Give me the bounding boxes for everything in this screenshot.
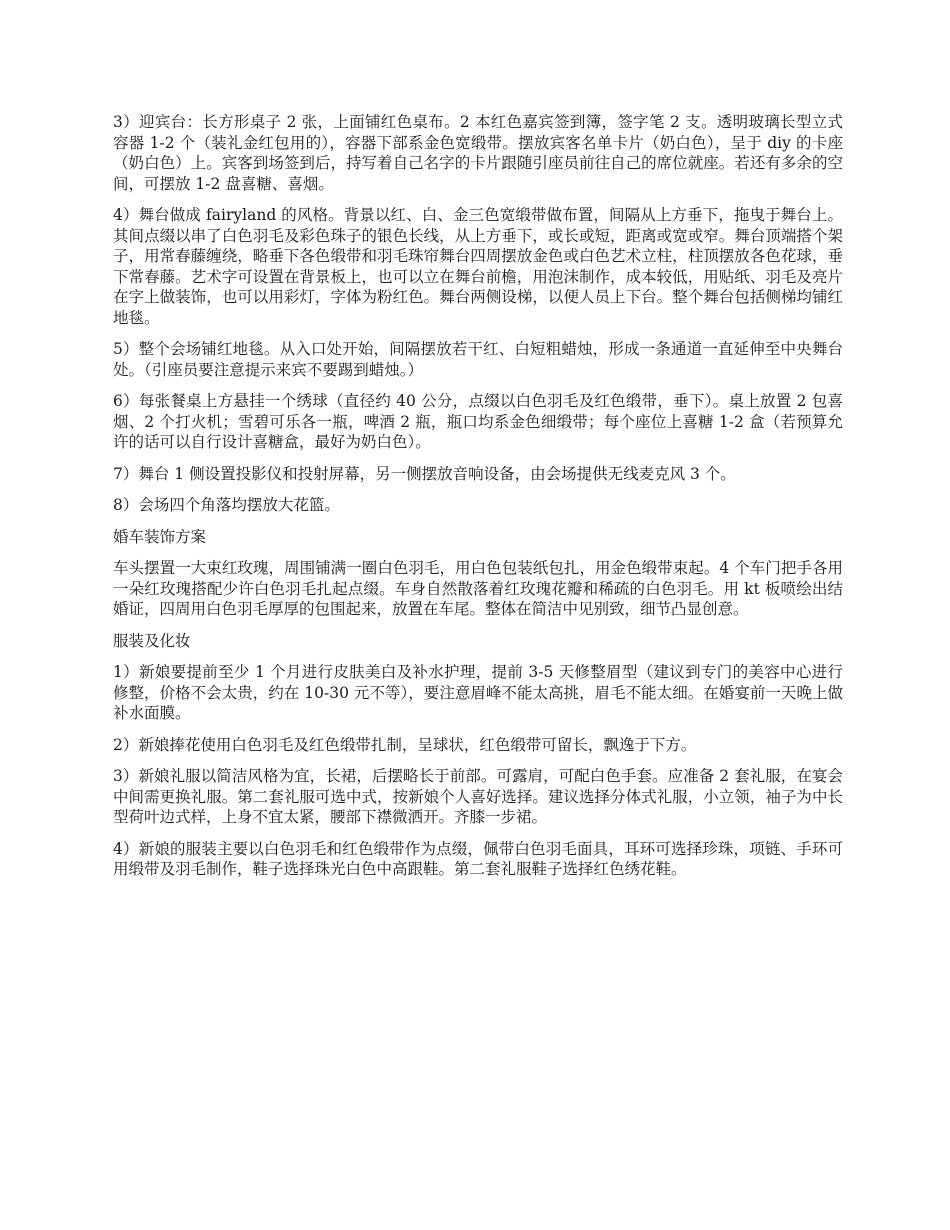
- paragraph-wedding-car: 车头摆置一大束红玫瑰，周围铺满一圈白色羽毛，用白色包装纸包扎，用金色缎带束起。4 个车门把手各用一朵红玫瑰搭配少许白色羽毛扎起点缀。车身自然散落着红玫瑰花瓣和稀疏的白色羽毛。用 kt 板喷绘出结婚证，四周用白色羽毛厚厚的包围起来，放置在车尾。整体在简洁中见别致，细节凸显创意。: [113, 559, 843, 618]
- paragraph-reception-desk: 3）迎宾台：长方形桌子 2 张，上面铺红色桌布。2 本红色嘉宾签到簿，签字笔 2 支。透明玻璃长型立式容器 1-2 个（装礼金红包用的），容器下部系金色宽缎带。摆放宾客名单卡片（奶白色），呈于 diy 的卡座（奶白色）上。宾客到场签到后，持写着自己名字的卡片跟随引座员前往自己的席位就座。若还有多余的空间，可摆放 1-2 盘喜糖、喜烟。: [113, 113, 843, 193]
- paragraph-stage-design: 4）舞台做成 fairyland 的风格。背景以红、白、金三色宽缎带做布置，间隔从上方垂下，拖曳于舞台上。其间点缀以串了白色羽毛及彩色珠子的银色长线，从上方垂下，或长或短，距离或宽或窄。舞台顶端搭个架子，用常春藤缠绕，略垂下各色缎带和羽毛珠帘舞台四周摆放金色或白色艺术立柱，柱顶摆放各色花球，垂下常春藤。艺术字可设置在背景板上，也可以立在舞台前檐，用泡沫制作，成本较低，用贴纸、羽毛及亮片在字上做装饰，也可以用彩灯，字体为粉红色。舞台两侧设梯，以便人员上下台。整个舞台包括侧梯均铺红地毯。: [113, 206, 843, 327]
- document-body: [113, 112, 843, 891]
- paragraph-bridal-gown: 3）新娘礼服以简洁风格为宜，长裙，后摆略长于前部。可露肩，可配白色手套。应准备 2 套礼服，在宴会中间需更换礼服。第二套礼服可选中式，按新娘个人喜好选择。建议选择分体式礼服，小立领，袖子为中长型荷叶边式样，上身不宜太紧，腰部下襟微洒开。齐膝一步裙。: [113, 767, 843, 826]
- paragraph-flower-baskets: 8）会场四个角落均摆放大花篮。: [113, 496, 340, 514]
- paragraph-skin-care: 1）新娘要提前至少 1 个月进行皮肤美白及补水护理，提前 3-5 天修整眉型（建议到专门的美容中心进行修整，价格不会太贵，约在 10-30 元不等），要注意眉峰不能太高挑，眉毛不能太细。在婚宴前一天晚上做补水面膜。: [113, 663, 843, 722]
- paragraph-bouquet: 2）新娘捧花使用白色羽毛及红色缎带扎制，呈球状，红色缎带可留长，飘逸于下方。: [113, 735, 697, 754]
- paragraph-table-setup: 6）每张餐桌上方悬挂一个绣球（直径约 40 公分，点缀以白色羽毛及红色缎带，垂下）。桌上放置 2 包喜烟、2 个打火机；雪碧可乐各一瓶，啤酒 2 瓶，瓶口均系金色细缎带；每个座位上喜糖 1-2 盒（若预算允许的话可以自行设计喜糖盒，最好为奶白色）。: [113, 392, 843, 451]
- section-heading-wedding-car: 婚车装饰方案: [113, 527, 207, 546]
- paragraph-accessories: 4）新娘的服装主要以白色羽毛和红色缎带作为点缀，佩带白色羽毛面具，耳环可选择珍珠，项链、手环可用缎带及羽毛制作，鞋子选择珠光白色中高跟鞋。第二套礼服鞋子选择红色绣花鞋。: [113, 839, 843, 878]
- paragraph-projector: 7）舞台 1 侧设置投影仪和投射屏幕，另一侧摆放音响设备，由会场提供无线麦克风 3 个。: [113, 464, 736, 483]
- paragraph-venue-carpet: 5）整个会场铺红地毯。从入口处开始，间隔摆放若干红、白短粗蜡烛，形成一条通道一直延伸至中央舞台处。（引座员要注意提示来宾不要踢到蜡烛。）: [113, 340, 843, 379]
- section-heading-costume-makeup: 服装及化妆: [113, 631, 191, 650]
